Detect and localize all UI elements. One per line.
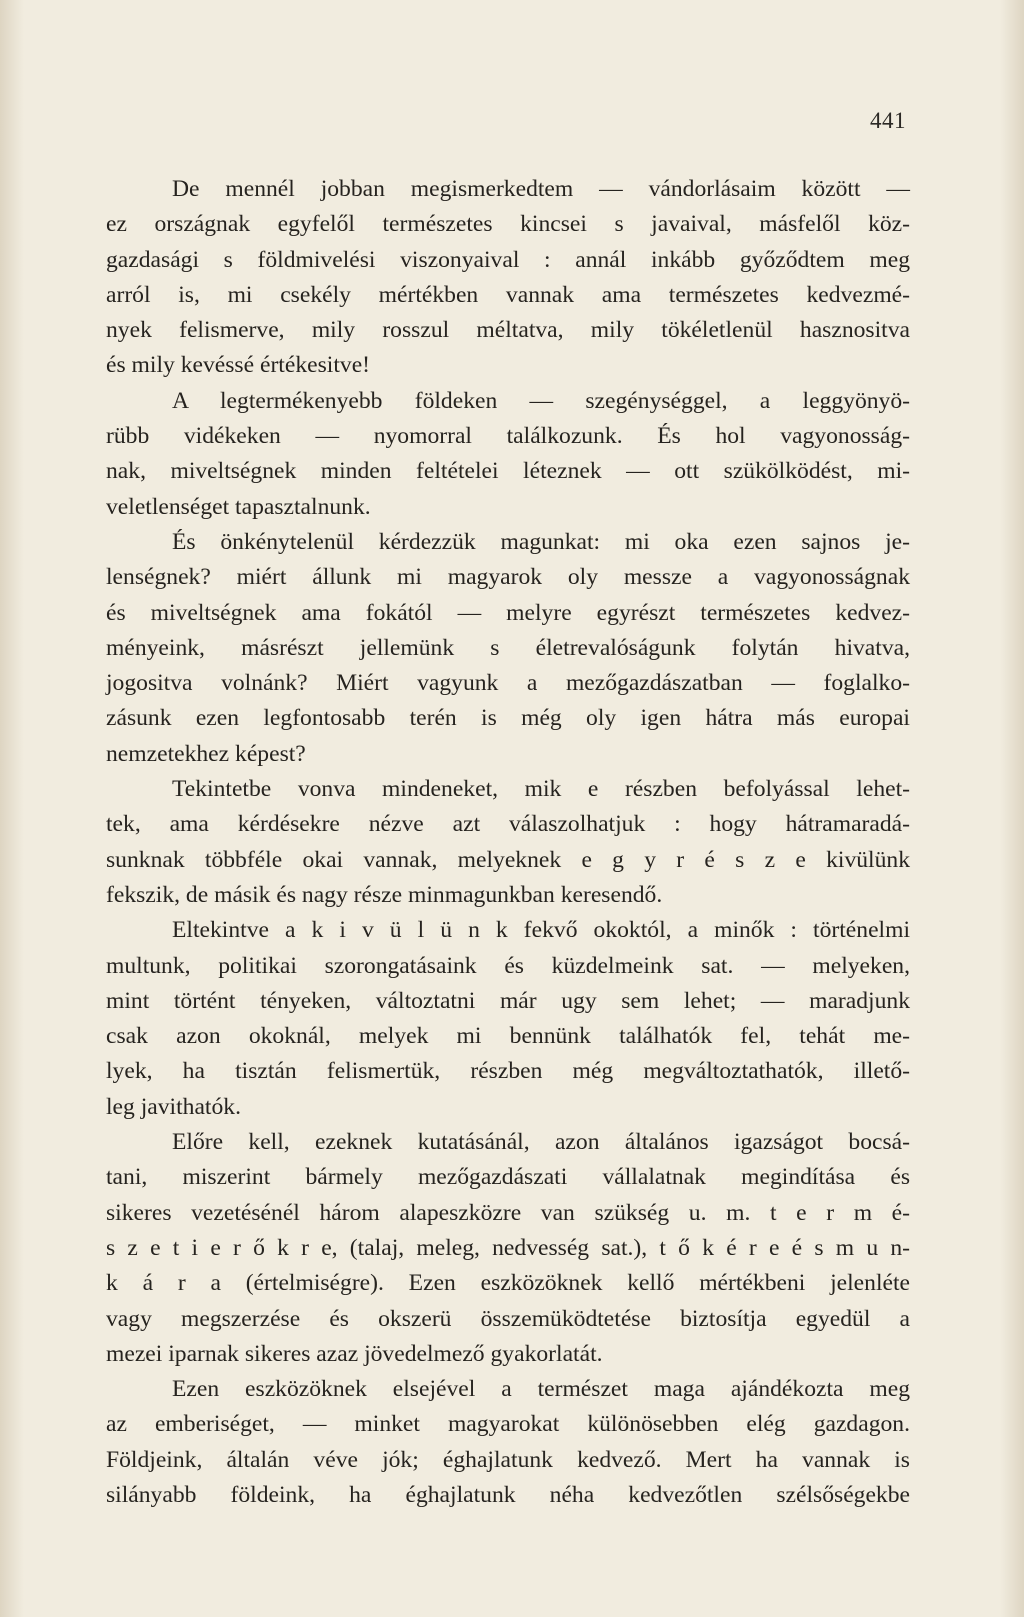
text-line: lyek, ha tisztán felismertük, részben még megváltoztathatók, illető- [106,1058,910,1085]
text-line: az emberiséget, — minket magyarokat különösebben elég gazdagon. [106,1411,910,1438]
text-line: Ezen eszközöknek elsejével a természet maga ajándékozta meg [172,1376,910,1403]
text-line: és miveltségnek ama fokától — melyre egyrészt természetes kedvez- [106,599,910,626]
text-line: jogositva volnánk? Miért vagyunk a mezőgazdászatban — foglalko- [106,670,910,697]
text-line: silányabb földeink, ha éghajlatunk néha kedvezőtlen szélsőségekbe [106,1481,910,1508]
text-line: mint történt tényeken, változtatni már ugy sem lehet; — maradjunk [106,987,910,1014]
page-number: 441 [870,108,906,133]
text-line: fekszik, de másik és nagy része minmagunkban keresendő. [106,881,663,908]
text-line: A legtermékenyebb földeken — szegénységgel, a leggyönyö- [172,387,910,414]
text-line: És önkénytelenül kérdezzük magunkat: mi oka ezen sajnos je- [172,528,910,555]
body-text [106,172,910,1513]
text-line: vagy megszerzése és okszerü összemüködtetése biztosítja egyedül a [106,1305,910,1332]
text-line: sunknak többféle okai vannak, melyeknek e g y r é s z e kivülünk [106,846,910,873]
page-edge-shadow-right [1000,0,1024,1617]
text-line: sikeres vezetésénél három alapeszközre van szükség u. m. t e r m é- [106,1199,910,1226]
text-line: arról is, mi csekély mértékben vannak ama természetes kedvezmé- [106,281,910,308]
text-line: rübb vidékeken — nyomorral találkozunk. És hol vagyonosság- [106,423,910,450]
text-line: Előre kell, ezeknek kutatásánál, azon általános igazságot bocsá- [172,1129,910,1156]
text-line: multunk, politikai szorongatásaink és küzdelmeink sat. — melyeken, [106,952,910,979]
text-line: Eltekintve a k i v ü l ü n k fekvő okoktól, a minők : történelmi [172,917,910,944]
text-line: lenségnek? miért állunk mi magyarok oly messze a vagyonosságnak [106,564,910,591]
text-line: Tekintetbe vonva mindeneket, mik e részben befolyással lehet- [172,776,910,803]
text-line: leg javithatók. [106,1093,241,1120]
text-line: gazdasági s földmivelési viszonyaival : annál inkább győződtem meg [106,246,910,273]
text-line: nyek felismerve, mily rosszul méltatva, mily tökéletlenül hasznositva [106,317,910,344]
text-line: k á r a (értelmiségre). Ezen eszközöknek kellő mértékbeni jelenléte [106,1270,910,1297]
text-line: és mily kevéssé értékesitve! [106,352,371,379]
text-line: ez országnak egyfelől természetes kincsei s javaival, másfelől köz- [106,211,910,238]
page-edge-shadow-left [0,0,24,1617]
text-line: De mennél jobban megismerkedtem — vándorlásaim között — [172,176,910,202]
text-line: zásunk ezen legfontosabb terén is még oly igen hátra más europai [106,705,910,732]
text-line: ményeink, másrészt jellemünk s életrevalóságunk folytán hivatva, [106,634,910,661]
text-line: nemzetekhez képest? [106,740,306,767]
text-line: Földjeink, általán véve jók; éghajlatunk kedvező. Mert ha vannak is [106,1446,910,1473]
text-line: mezei iparnak sikeres azaz jövedelmező gyakorlatát. [106,1340,603,1367]
text-line: veletlenséget tapasztalnunk. [106,493,371,520]
text-line: s z e t i e r ő k r e, (talaj, meleg, nedvesség sat.), t ő k é r e é s m u n- [106,1234,910,1261]
text-line: csak azon okoknál, melyek mi bennünk találhatók fel, tehát me- [106,1023,910,1050]
text-line: tani, miszerint bármely mezőgazdászati vállalatnak megindítása és [106,1164,910,1191]
text-line: nak, miveltségnek minden feltételei léteznek — ott szükölködést, mi- [106,458,910,485]
text-line: tek, ama kérdésekre nézve azt válaszolhatjuk : hogy hátramaradá- [106,811,910,838]
